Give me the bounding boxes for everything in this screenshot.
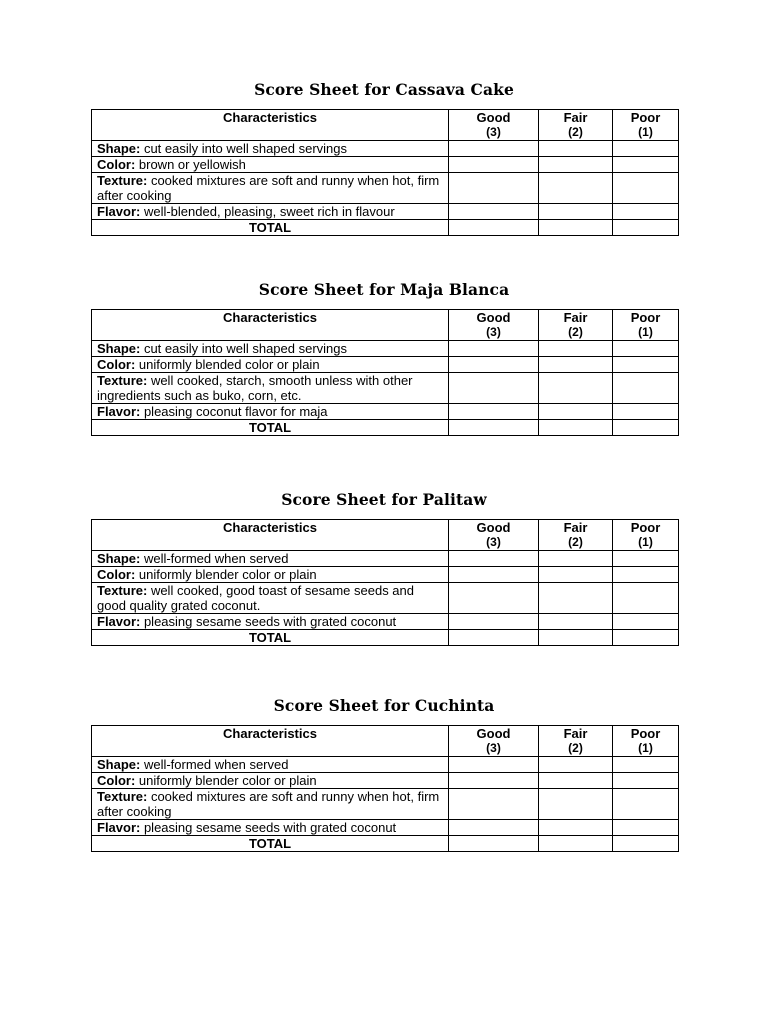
fair-score-cell[interactable] (539, 820, 613, 836)
criterion-cell (92, 614, 449, 630)
poor-score-cell[interactable] (613, 141, 679, 157)
poor-score-cell[interactable] (613, 820, 679, 836)
criterion-name: Shape: (97, 551, 141, 566)
total-row (92, 836, 679, 852)
header-poor-label: Poor (630, 726, 661, 741)
header-characteristics: Characteristics (92, 310, 449, 341)
criterion-name: Texture: (97, 173, 148, 188)
score-table (91, 725, 679, 852)
header-good-label: Good (476, 726, 511, 741)
header-good (449, 520, 539, 551)
poor-score-cell[interactable] (613, 341, 679, 357)
fair-score-cell[interactable] (539, 614, 613, 630)
header-fair (539, 110, 613, 141)
poor-score-cell[interactable] (613, 773, 679, 789)
criterion-cell (92, 583, 449, 614)
poor-total-cell[interactable] (613, 836, 679, 852)
total-label: TOTAL (92, 836, 449, 852)
fair-total-cell[interactable] (539, 630, 613, 646)
good-score-cell[interactable] (449, 357, 539, 373)
sheet-title: Score Sheet for Palitaw (281, 490, 487, 509)
header-fair (539, 726, 613, 757)
criterion-cell (92, 551, 449, 567)
table-row (92, 404, 679, 420)
total-row (92, 630, 679, 646)
header-characteristics: Characteristics (92, 520, 449, 551)
good-score-cell[interactable] (449, 341, 539, 357)
total-label: TOTAL (92, 420, 449, 436)
header-poor-label: Poor (630, 110, 661, 125)
criterion-description: well cooked, good toast of sesame seeds and good quality grated coconut. (97, 583, 414, 613)
criterion-description: pleasing coconut flavor for maja (140, 404, 328, 419)
score-sheet-maja-blanca (0, 279, 768, 435)
header-good (449, 726, 539, 757)
fair-score-cell[interactable] (539, 157, 613, 173)
table-row (92, 373, 679, 404)
header-fair-label: Fair (563, 110, 588, 125)
table-row (92, 789, 679, 820)
sheet-title: Score Sheet for Maja Blanca (258, 280, 510, 299)
criterion-description: uniformly blender color or plain (135, 773, 317, 788)
table-row (92, 357, 679, 373)
table-row (92, 157, 679, 173)
score-table (91, 519, 679, 646)
header-good-label: Good (476, 520, 511, 535)
criterion-name: Texture: (97, 373, 148, 388)
total-row (92, 420, 679, 436)
criterion-cell (92, 204, 449, 220)
good-score-cell[interactable] (449, 551, 539, 567)
fair-total-cell[interactable] (539, 420, 613, 436)
header-fair (539, 310, 613, 341)
criterion-description: uniformly blender color or plain (135, 567, 317, 582)
good-total-cell[interactable] (449, 836, 539, 852)
total-label: TOTAL (92, 220, 449, 236)
sheet-title: Score Sheet for Cuchinta (273, 696, 495, 715)
header-fair (539, 520, 613, 551)
poor-score-cell[interactable] (613, 583, 679, 614)
poor-score-cell[interactable] (613, 757, 679, 773)
fair-score-cell[interactable] (539, 773, 613, 789)
sheet-title: Score Sheet for Cassava Cake (254, 80, 514, 99)
header-good-label: Good (476, 310, 511, 325)
fair-score-cell[interactable] (539, 583, 613, 614)
header-fair-score: (2) (568, 741, 583, 755)
criterion-cell (92, 404, 449, 420)
criterion-description: well-formed when served (140, 757, 289, 772)
poor-score-cell[interactable] (613, 789, 679, 820)
poor-total-cell[interactable] (613, 420, 679, 436)
criterion-cell (92, 341, 449, 357)
poor-score-cell[interactable] (613, 404, 679, 420)
criterion-description: uniformly blended color or plain (135, 357, 320, 372)
header-good (449, 110, 539, 141)
good-score-cell[interactable] (449, 773, 539, 789)
criterion-description: well cooked, starch, smooth unless with other ingredients such as buko, corn, etc. (97, 373, 413, 403)
criterion-cell (92, 157, 449, 173)
header-poor (613, 726, 679, 757)
criterion-name: Texture: (97, 583, 148, 598)
table-row (92, 551, 679, 567)
table-header-row (92, 110, 679, 141)
header-fair-score: (2) (568, 325, 583, 339)
header-good-score: (3) (486, 741, 501, 755)
good-score-cell[interactable] (449, 820, 539, 836)
header-good-label: Good (476, 110, 511, 125)
header-good-score: (3) (486, 325, 501, 339)
good-score-cell[interactable] (449, 583, 539, 614)
fair-score-cell[interactable] (539, 757, 613, 773)
good-score-cell[interactable] (449, 757, 539, 773)
criterion-name: Shape: (97, 141, 141, 156)
good-score-cell[interactable] (449, 173, 539, 204)
poor-score-cell[interactable] (613, 567, 679, 583)
header-poor-score: (1) (638, 741, 653, 755)
score-sheet-palitaw (0, 489, 768, 645)
fair-score-cell[interactable] (539, 551, 613, 567)
fair-total-cell[interactable] (539, 836, 613, 852)
score-sheet-cassava-cake (0, 79, 768, 235)
criterion-name: Color: (97, 773, 136, 788)
poor-score-cell[interactable] (613, 173, 679, 204)
header-fair-score: (2) (568, 125, 583, 139)
table-header-row (92, 310, 679, 341)
total-row (92, 220, 679, 236)
criterion-description: cooked mixtures are soft and runny when hot, firm after cooking (97, 789, 440, 819)
table-row (92, 820, 679, 836)
poor-total-cell[interactable] (613, 630, 679, 646)
good-score-cell[interactable] (449, 157, 539, 173)
good-score-cell[interactable] (449, 204, 539, 220)
poor-score-cell[interactable] (613, 204, 679, 220)
criterion-cell (92, 789, 449, 820)
fair-score-cell[interactable] (539, 141, 613, 157)
table-header-row (92, 726, 679, 757)
criterion-description: brown or yellowish (135, 157, 246, 172)
poor-score-cell[interactable] (613, 373, 679, 404)
fair-score-cell[interactable] (539, 357, 613, 373)
criterion-cell (92, 567, 449, 583)
criterion-name: Flavor: (97, 404, 141, 419)
total-label: TOTAL (92, 630, 449, 646)
poor-total-cell[interactable] (613, 220, 679, 236)
header-poor (613, 310, 679, 341)
header-poor-score: (1) (638, 535, 653, 549)
criterion-cell (92, 773, 449, 789)
header-poor-label: Poor (630, 310, 661, 325)
criterion-description: pleasing sesame seeds with grated coconut (140, 614, 397, 629)
header-characteristics: Characteristics (92, 110, 449, 141)
criterion-name: Color: (97, 357, 136, 372)
criterion-cell (92, 357, 449, 373)
good-score-cell[interactable] (449, 404, 539, 420)
fair-score-cell[interactable] (539, 204, 613, 220)
header-characteristics: Characteristics (92, 726, 449, 757)
criterion-description: well-blended, pleasing, sweet rich in flavour (140, 204, 395, 219)
fair-score-cell[interactable] (539, 404, 613, 420)
fair-score-cell[interactable] (539, 789, 613, 820)
criterion-name: Flavor: (97, 614, 141, 629)
table-row (92, 204, 679, 220)
good-score-cell[interactable] (449, 373, 539, 404)
header-good-score: (3) (486, 125, 501, 139)
header-poor-score: (1) (638, 325, 653, 339)
header-poor-score: (1) (638, 125, 653, 139)
fair-score-cell[interactable] (539, 341, 613, 357)
criterion-cell (92, 820, 449, 836)
poor-score-cell[interactable] (613, 551, 679, 567)
criterion-description: pleasing sesame seeds with grated coconut (140, 820, 397, 835)
header-fair-label: Fair (563, 726, 588, 741)
table-row (92, 141, 679, 157)
score-sheet-cuchinta (0, 695, 768, 851)
criterion-name: Texture: (97, 789, 148, 804)
criterion-cell (92, 373, 449, 404)
criterion-description: cooked mixtures are soft and runny when hot, firm after cooking (97, 173, 440, 203)
criterion-description: cut easily into well shaped servings (140, 341, 348, 356)
table-row (92, 341, 679, 357)
table-row (92, 567, 679, 583)
criterion-name: Shape: (97, 341, 141, 356)
header-poor (613, 520, 679, 551)
header-poor-label: Poor (630, 520, 661, 535)
table-row (92, 773, 679, 789)
good-score-cell[interactable] (449, 614, 539, 630)
good-total-cell[interactable] (449, 420, 539, 436)
good-score-cell[interactable] (449, 567, 539, 583)
good-score-cell[interactable] (449, 141, 539, 157)
good-score-cell[interactable] (449, 789, 539, 820)
good-total-cell[interactable] (449, 220, 539, 236)
criterion-description: cut easily into well shaped servings (140, 141, 348, 156)
header-good (449, 310, 539, 341)
fair-score-cell[interactable] (539, 173, 613, 204)
table-row (92, 173, 679, 204)
header-good-score: (3) (486, 535, 501, 549)
header-fair-label: Fair (563, 310, 588, 325)
criterion-name: Color: (97, 567, 136, 582)
header-fair-score: (2) (568, 535, 583, 549)
poor-score-cell[interactable] (613, 614, 679, 630)
criterion-name: Flavor: (97, 204, 141, 219)
criterion-cell (92, 173, 449, 204)
criterion-name: Color: (97, 157, 136, 172)
table-header-row (92, 520, 679, 551)
header-fair-label: Fair (563, 520, 588, 535)
table-row (92, 614, 679, 630)
poor-score-cell[interactable] (613, 157, 679, 173)
poor-score-cell[interactable] (613, 357, 679, 373)
criterion-cell (92, 141, 449, 157)
good-total-cell[interactable] (449, 630, 539, 646)
criterion-cell (92, 757, 449, 773)
criterion-name: Flavor: (97, 820, 141, 835)
criterion-name: Shape: (97, 757, 141, 772)
header-poor (613, 110, 679, 141)
fair-score-cell[interactable] (539, 567, 613, 583)
score-table (91, 309, 679, 436)
criterion-description: well-formed when served (140, 551, 289, 566)
score-table (91, 109, 679, 236)
fair-total-cell[interactable] (539, 220, 613, 236)
fair-score-cell[interactable] (539, 373, 613, 404)
table-row (92, 583, 679, 614)
table-row (92, 757, 679, 773)
